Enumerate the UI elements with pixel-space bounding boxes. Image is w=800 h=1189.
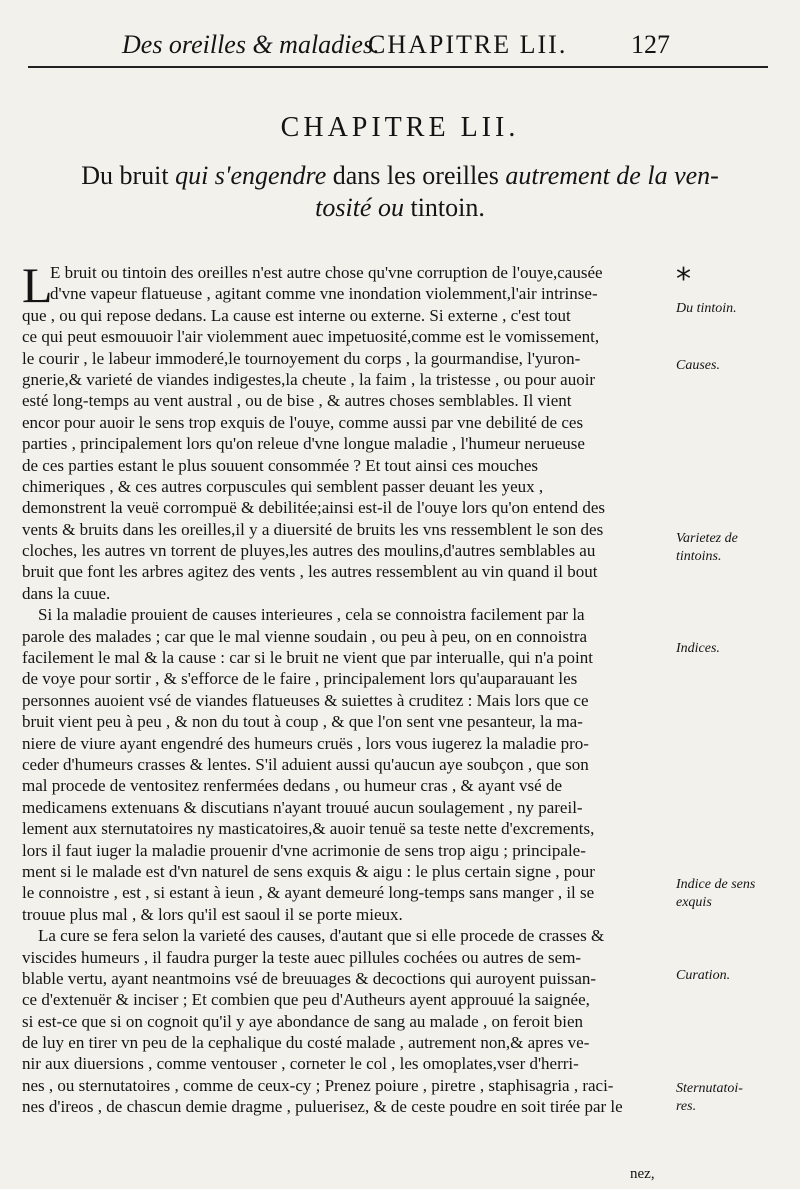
- margin-note-causes: Causes.: [676, 358, 720, 373]
- catchword: nez,: [630, 1166, 655, 1182]
- text-line: La cure se fera selon la varieté des causes, d'autant que si elle procede de crasses &: [38, 926, 605, 946]
- text-line: blable vertu, ayant neantmoins vsé de breuuages & decoctions qui auroyent puissan-: [22, 968, 597, 988]
- text-line: de ces parties estant le plus souuent consommée ? Et tout ainsi ces mouches: [22, 455, 539, 475]
- text-line: d'vne vapeur flatueuse , agitant comme vne inondation violemment,l'air intrinse-: [50, 284, 598, 304]
- text-line: lors il faut iuger la maladie prouenir d'vne acrimonie de sens trop aigu ; principale-: [22, 840, 586, 860]
- text-line: demonstrent la veuë corrompuë & debilitée;ainsi est-il de l'ouye lors qu'on entend des: [22, 498, 606, 518]
- text-line: ment si le malade est d'vn naturel de sens exquis & aigu : le plus certain signe , pour: [22, 861, 595, 881]
- text-line: facilement le mal & la cause : car si le bruit ne vient que par interualle, qui n'a point: [22, 648, 593, 668]
- text-line: personnes auoient vsé de viandes flatueuses & suiettes à cruditez : Mais lors que ce: [22, 690, 589, 710]
- title-part-italic: autrement de la ven-: [505, 161, 719, 190]
- text-line: esté long-temps au vent austral , ou de bise , & autres choses semblables. Il vient: [22, 391, 572, 411]
- chapter-title: [60, 160, 740, 224]
- title-part-italic: qui s'engendre: [175, 161, 327, 190]
- text-line: vents & bruits dans les oreilles,il y a diuersité de bruits les vns ressemblent le son des: [22, 519, 604, 539]
- text-line: Si la maladie prouient de causes interieures , cela se connoistra facilement par la: [38, 605, 585, 625]
- title-part: dans les oreilles: [326, 161, 506, 190]
- text-line: gnerie,& varieté de viandes indigestes,la cheute , la faim , la tristesse , ou pour auoir: [22, 369, 596, 389]
- text-line: le courir , le labeur immoderé,le tournoyement du corps , la gourmandise, l'yuron-: [22, 348, 581, 368]
- text-line: ce qui peut esmouuoir l'air violemment auec impetuosité,comme est le vomissement,: [22, 327, 600, 347]
- text-line: lement aux sternutatoires ny masticatoires,& auoir tenuë sa teste nette d'excrements,: [22, 819, 595, 839]
- text-line: que , ou qui repose dedans. La cause est interne ou externe. Si externe , c'est tout: [22, 305, 571, 325]
- text-line: parties , principalement lors qu'on releue d'vne longue maladie , l'humeur nerueuse: [22, 434, 585, 454]
- text-line: bruit que font les arbres agitez des vents , les autres ressemblent au vin quand il bout: [22, 562, 598, 582]
- title-part: Du bruit: [81, 161, 176, 190]
- text-line: bruit vient peu à peu , & non du tout à coup , & que l'on sent vne pesanteur, la ma-: [22, 712, 583, 732]
- text-line: nes , ou sternutatoires , comme de ceux-cy ; Prenez poiure , piretre , staphisagria , raci-: [22, 1075, 614, 1095]
- chapter-heading: CHAPITRE LII.: [280, 112, 520, 143]
- text-line: de luy en tirer vn peu de la cephalique du costé malade , autrement non,& apres ve-: [22, 1033, 590, 1053]
- running-head-title: Des oreilles & maladies.: [122, 30, 380, 59]
- text-line: chimeriques , & ces autres corpuscules qui semblent passer deuant les yeux ,: [22, 476, 544, 496]
- text-line: dans la cuue.: [22, 583, 111, 603]
- margin-note-curation: Curation.: [676, 968, 731, 983]
- text-line: nes d'ireos , de chascun demie dragme , puluerisez, & de ceste poudre en soit tirée par le: [22, 1097, 623, 1117]
- margin-note-sternutatoires: Sternutatoi-res.: [676, 1081, 743, 1114]
- text-line: le connoistre , est , si estant à ieun , & ayant demeuré long-temps sans manger , il se: [22, 883, 595, 903]
- text-line: ce d'extenuër & inciser ; Et combien que peu d'Autheurs ayent approuué la saignée,: [22, 990, 590, 1010]
- margin-note-indices: Indices.: [676, 641, 720, 656]
- body-text: [22, 257, 670, 1118]
- text-line: ceder d'humeurs crasses & lentes. S'il aduient aussi qu'aucun aye soubçon , que son: [22, 754, 589, 774]
- title-part: tintoin.: [403, 193, 485, 222]
- text-line: nir aux diuersions , comme ventouser , corneter le col , les omoplates,vser d'herri-: [22, 1054, 579, 1074]
- text-line: parole des malades ; car que le mal vienne soudain , ou peu à peu, on en connoistra: [22, 626, 588, 646]
- page-number: 127: [631, 30, 670, 59]
- text-line: medicamens extenuans & discutians n'ayant trouué aucun soulagement , ny pareil-: [22, 797, 583, 817]
- text-line: E bruit ou tintoin des oreilles n'est autre chose qu'vne corruption de l'ouye,causée: [50, 263, 603, 282]
- text-line: cloches, les autres vn torrent de pluyes,les autres des moulins,d'autres semblables au: [22, 541, 596, 561]
- running-head-chapter: CHAPITRE LII.: [368, 30, 568, 59]
- margin-note-du-tintoin: Du tintoin.: [676, 301, 737, 316]
- text-line: si est-ce que si on cognoit qu'il y aye abondance de sang au malade , on feroit bien: [22, 1011, 584, 1031]
- text-line: mal procede de ventositez renfermées dedans , ou humeur cras , & ayant vsé de: [22, 776, 563, 796]
- margin-note-indice-sens: Indice de sens exquis: [676, 877, 756, 910]
- text-line: de voye pour sortir , & s'efforce de le faire , principalement lors qu'auparauant les: [22, 669, 578, 689]
- text-line: viscides humeurs , il faudra purger la teste auec pillules cochées ou autres de sem-: [22, 947, 582, 967]
- header-rule: [28, 66, 768, 68]
- drop-cap: L: [22, 257, 53, 313]
- text-line: encor pour auoir le sens trop exquis de l'ouye, comme aussi par vne debilité de ces: [22, 412, 584, 432]
- title-part-italic: tosité ou: [315, 193, 404, 222]
- margin-note-varietez: Varietez de tintoins.: [676, 531, 738, 564]
- text-line: trouue plus mal , & lors qu'il est saoul il se porte mieux.: [22, 904, 403, 924]
- text-line: niere de viure ayant engendré des humeurs cruës , lors vous iugerez la maladie pro-: [22, 733, 589, 753]
- running-head: [110, 28, 670, 62]
- asterisk-mark: *: [676, 262, 691, 297]
